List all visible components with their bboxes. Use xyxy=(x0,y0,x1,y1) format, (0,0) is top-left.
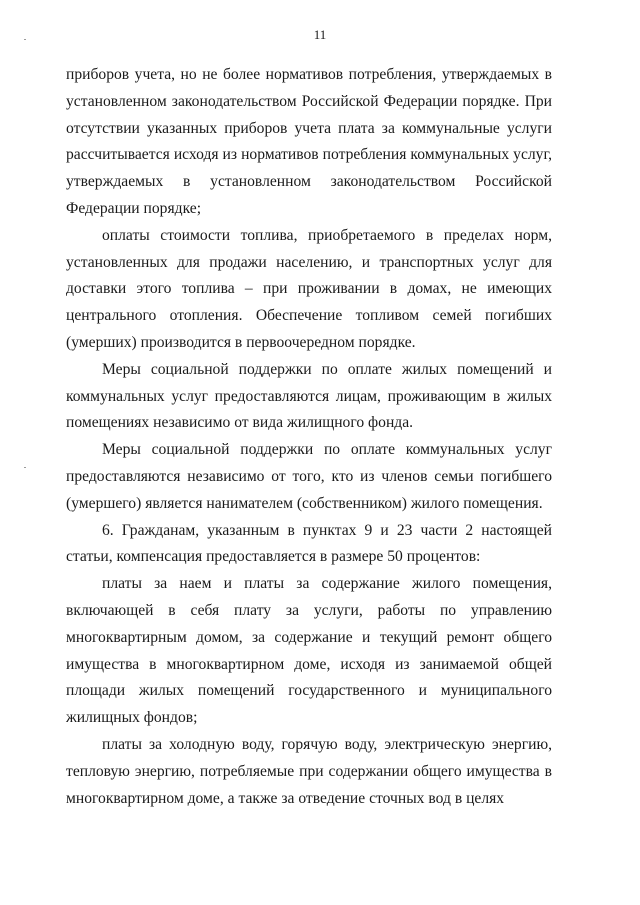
scan-edge-mark xyxy=(24,39,26,40)
paragraph-rent-maintenance: платы за наем и платы за содержание жилого помещения, включающей в себя плату за услуги, работы по управлению многоквартирным домом, за содержание и текущий ремонт общего имущества в многоквартирном доме, исходя из занимаемой общей площади жилых помещений государственного и муниципального жилищных фондов; xyxy=(66,575,552,727)
paragraph-meter-norms: приборов учета, но не более нормативов потребления, утверждаемых в установленном законодательством Российской Федерации порядке. При отсутствии указанных приборов учета плата за коммунальные услуги рассчитывается исходя из нормативов потребления коммунальных услуг, утверждаемых в установленном законодательством Российской Федерации порядке; xyxy=(66,66,552,217)
page-number: 11 xyxy=(313,27,327,42)
document-body xyxy=(66,62,552,812)
scan-edge-mark xyxy=(24,467,26,468)
paragraph-support-housing-fund: Меры социальной поддержки по оплате жилых помещений и коммунальных услуг предоставляются лицам, проживающим в жилых помещениях независимо от вида жилищного фонда. xyxy=(66,360,552,432)
paragraph-support-tenant: Меры социальной поддержки по оплате коммунальных услуг предоставляются независимо от того, кто из членов семьи погибшего (умершего) является нанимателем (собственником) жилого помещения. xyxy=(66,441,552,512)
paragraph-utilities-common-property: платы за холодную воду, горячую воду, электрическую энергию, тепловую энергию, потребляемые при содержании общего имущества в многоквартирном доме, а также за отведение сточных вод в целях xyxy=(66,735,552,807)
paragraph-item-6: 6. Гражданам, указанным в пунктах 9 и 23 части 2 настоящей статьи, компенсация предоставляется в размере 50 процентов: xyxy=(66,521,552,566)
paragraph-fuel-payment: оплаты стоимости топлива, приобретаемого в пределах норм, установленных для продажи населению, и транспортных услуг для доставки этого топлива – при проживании в домах, не имеющих центрального отопления. Обеспечение топливом семей погибших (умерших) производится в первоочередном порядке. xyxy=(66,226,552,351)
